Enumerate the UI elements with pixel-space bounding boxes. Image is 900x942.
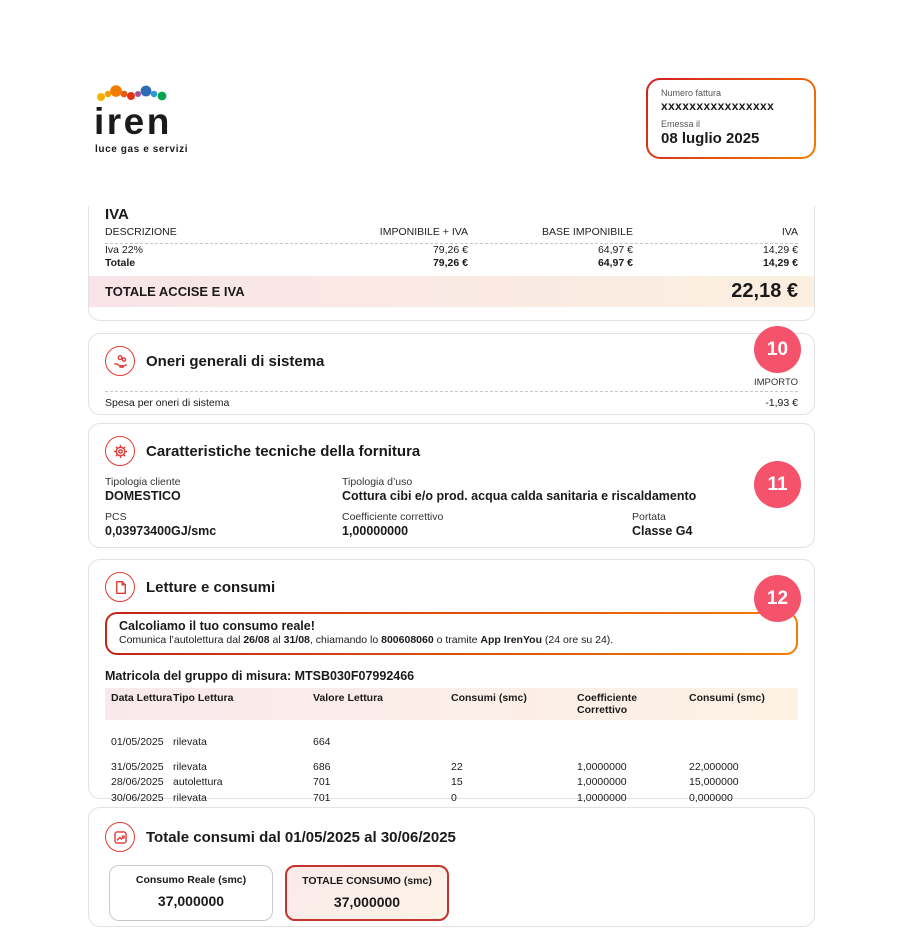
letture-title: Letture e consumi: [146, 578, 276, 596]
autolettura-alert-box: [105, 612, 798, 655]
cell: 1,0000000: [577, 776, 627, 788]
cell: 1,0000000: [577, 791, 627, 804]
cell: 686: [313, 760, 331, 773]
hand-coin-icon: [105, 346, 135, 376]
oneri-header: [105, 346, 798, 376]
iren-logo: [93, 82, 203, 162]
cell: 0: [451, 791, 457, 804]
caratteristiche-header: [105, 436, 798, 466]
totale-consumi-section: [88, 807, 815, 927]
matricola-line: Matricola del gruppo di misura: MTSB030F07992466: [105, 669, 415, 683]
field-coefficiente-correttivo: [342, 511, 632, 539]
issue-date-value: 08 luglio 2025: [661, 130, 760, 147]
iva-row-desc: Iva 22%: [105, 243, 143, 256]
letture-table-header: [105, 688, 798, 720]
letture-header: [105, 572, 798, 602]
field-label: Portata: [632, 511, 666, 523]
totale-accise-iva-label: TOTALE ACCISE E IVA: [105, 283, 245, 299]
col-tipo-lettura: Tipo Lettura: [173, 692, 234, 704]
caratteristiche-title: Caratteristiche tecniche della fornitura: [146, 442, 421, 460]
alert-app-name: App IrenYou: [480, 634, 543, 646]
cell: 15,000000: [689, 776, 739, 788]
alert-title: Calcoliamo il tuo consumo reale!: [119, 619, 315, 633]
field-tipologia-cliente: [105, 476, 342, 504]
cell: 0,000000: [689, 791, 733, 804]
caratteristiche-grid: [105, 476, 798, 539]
field-value: 0,03973400GJ/smc: [105, 524, 217, 538]
gear-icon: [105, 436, 135, 466]
oneri-row: [105, 392, 798, 409]
cell: 22,000000: [689, 760, 739, 773]
consumo-reale-value: 37,000000: [157, 893, 225, 909]
alert-text-part: , chiamando lo: [309, 634, 382, 646]
cell: 30/06/2025: [111, 791, 164, 804]
field-value: DOMESTICO: [105, 489, 181, 503]
section-number-badge: 10: [754, 326, 801, 373]
totale-consumo-box: [285, 865, 449, 921]
totale-consumo-value: 37,000000: [333, 894, 401, 910]
logo-tagline: luce gas e servizi: [95, 144, 189, 155]
iva-title: IVA: [105, 206, 129, 223]
iva-row-value: 14,29 €: [762, 257, 798, 269]
field-value: Cottura cibi e/o prod. acqua calda sanitaria e riscaldamento: [342, 489, 697, 503]
totale-consumi-boxes: [109, 865, 798, 921]
alert-text-part: al: [269, 634, 284, 646]
totale-accise-iva-row: [89, 276, 814, 307]
section-number-badge: 12: [754, 575, 801, 622]
iva-row-totale: [105, 257, 798, 271]
field-value: 1,00000000: [342, 524, 409, 538]
field-label: Tipologia d’uso: [342, 476, 413, 488]
cell: 22: [451, 760, 463, 773]
totale-consumi-header: [105, 822, 798, 852]
field-label: Coefficiente correttivo: [342, 511, 444, 523]
cell: 31/05/2025: [111, 760, 164, 773]
alert-text-part: (24 ore su 24).: [542, 634, 614, 646]
iva-row-value: 64,97 €: [597, 257, 633, 269]
col-consumi-smc-2: Consumi (smc): [689, 692, 765, 704]
cell: [577, 735, 689, 751]
logo-wordmark: iren: [94, 101, 172, 142]
cell: 15: [451, 776, 463, 788]
issue-date-label: Emessa il: [661, 119, 701, 129]
iva-row-value: 64,97 €: [597, 243, 633, 256]
invoice-number-value: xxxxxxxxxxxxxxxx: [661, 99, 775, 113]
document-icon: [105, 572, 135, 602]
letture-section: [88, 559, 815, 804]
field-tipologia-uso: [342, 476, 798, 504]
iva-section: [88, 206, 815, 321]
alert-text-part: Comunica l’autolettura dal: [119, 634, 244, 646]
chart-trend-icon: [105, 822, 135, 852]
cell: 701: [313, 776, 331, 788]
cell: rilevata: [173, 760, 207, 773]
invoice-number-label: Numero fattura: [661, 88, 722, 98]
iva-table-header: [105, 226, 798, 244]
field-pcs: [105, 511, 342, 539]
oneri-row-value: -1,93 €: [765, 397, 798, 409]
iva-row: [105, 244, 798, 258]
iva-row-desc: Totale: [105, 257, 136, 269]
cell: 28/06/2025: [111, 776, 164, 788]
field-label: PCS: [105, 511, 127, 523]
oneri-row-label: Spesa per oneri di sistema: [105, 397, 230, 409]
alert-date-end: 31/08: [283, 634, 310, 646]
cell: 664: [313, 736, 331, 748]
table-row: [105, 775, 798, 791]
consumo-reale-label: Consumo Reale (smc): [135, 874, 247, 886]
importo-column-label: IMPORTO: [105, 377, 798, 392]
iva-col-base-imponibile: BASE IMPONIBILE: [541, 226, 633, 238]
alert-phone-number: 800608060: [381, 634, 434, 646]
iva-row-value: 79,26 €: [432, 243, 468, 256]
cell: rilevata: [173, 736, 207, 748]
totale-consumi-title: Totale consumi dal 01/05/2025 al 30/06/2025: [146, 828, 456, 846]
cell: [689, 735, 792, 751]
cell: rilevata: [173, 791, 207, 804]
totale-consumo-label: TOTALE CONSUMO (smc): [302, 875, 432, 887]
field-portata: [632, 511, 798, 539]
invoice-body: [88, 195, 815, 927]
invoice-number-box: [646, 78, 816, 159]
totale-accise-iva-value: 22,18 €: [731, 279, 798, 302]
alert-text-part: o tramite: [433, 634, 481, 646]
table-row: [105, 735, 798, 751]
col-data-lettura: Data Lettura: [111, 692, 173, 704]
cell: 01/05/2025: [111, 736, 164, 748]
iva-col-descrizione: DESCRIZIONE: [105, 226, 177, 238]
iva-col-imponibile-iva: IMPONIBILE + IVA: [379, 226, 468, 238]
col-consumi-smc: Consumi (smc): [451, 692, 527, 704]
iva-row-value: 14,29 €: [762, 243, 798, 256]
consumo-reale-box: [109, 865, 273, 921]
cell: autolettura: [173, 776, 223, 788]
oneri-title: Oneri generali di sistema: [146, 352, 325, 370]
logo-wave-icon: [97, 85, 166, 101]
table-row: [105, 760, 798, 776]
alert-date-start: 26/08: [243, 634, 270, 646]
col-coefficiente-correttivo: Coefficiente Correttivo: [577, 692, 638, 716]
field-label: Tipologia cliente: [105, 476, 181, 488]
iva-col-iva: IVA: [781, 226, 798, 238]
field-value: Classe G4: [632, 524, 693, 538]
alert-text: [119, 634, 784, 646]
cell: 701: [313, 791, 331, 804]
section-number-badge: 11: [754, 461, 801, 508]
cell: 1,0000000: [577, 760, 627, 773]
caratteristiche-section: [88, 423, 815, 548]
table-row: [105, 791, 798, 807]
cell: [451, 735, 577, 751]
iva-row-value: 79,26 €: [432, 257, 468, 269]
letture-table-body: [105, 735, 798, 806]
oneri-section: [88, 333, 815, 415]
col-valore-lettura: Valore Lettura: [313, 692, 384, 704]
